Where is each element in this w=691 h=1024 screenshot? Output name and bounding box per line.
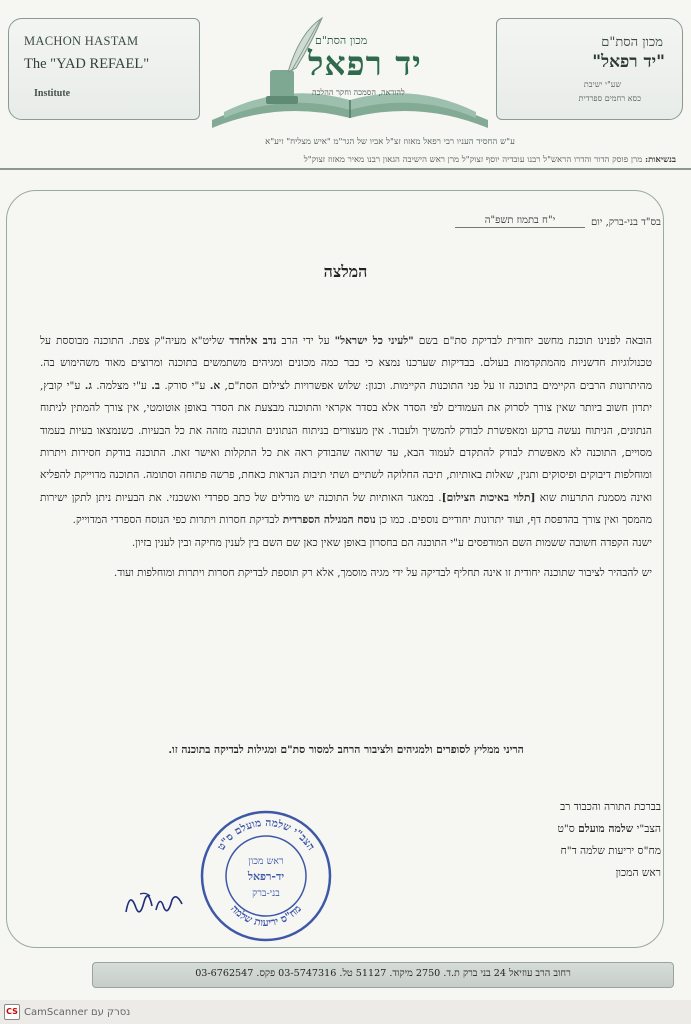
letter-body	[40, 330, 652, 584]
body-text: שליט"א מעיה"ק צפת. התוכנה מבוססת על טכנולוגיות חדשניות מהמתקדמות בעולם. בבדיקות שערכנו נמצא כי כבר כמה מכונים ומגיהים משתמשים בתוכנה ומרוצים מאוד משהימוש בה. מהיתרונות הרבים הקיימים בתוכנה זו על פני התוכנות הקיימות. וכגון: שלוש אפשרויות לצילום הסת"ם,	[40, 335, 652, 392]
body-text: ע"י סורק.	[159, 379, 210, 392]
patronage-line	[96, 154, 676, 165]
closing-recommendation: הריני ממליץ לסופרים ולמגיהים ולציבור הרחב למסור סת"ם ומגילות לבדיקה בתוכנה זו.	[168, 744, 524, 756]
signature-block	[557, 796, 661, 884]
signature-line1: בברכת התורה והכבוד רב	[560, 801, 661, 813]
option-marker: ב.	[151, 379, 160, 392]
body-paragraph-2: ישנה הקפדה חשובה ששמות השם המודפסים ע"י התוכנה הם בחסרון באופן שאין כאן שם השם בין לענין מחיקה ובין לענין בזיון.	[131, 536, 652, 549]
stamp-outer-bottom-text: מח"ס יריעות שלמה	[228, 902, 304, 930]
body-text: . במאגר האותיות של התוכנה יש מודלים של כתב ספרדי ואשכנזי. את הבעיות ניתן לתקן ישירות מהמסך ואין צורך בהדפסת דף, ועוד יתרונות יחודיים נוספים. כמו כן	[40, 491, 652, 527]
camscanner-watermark	[4, 1004, 130, 1020]
letterhead-hebrew-line3: שע"י ישיבת	[583, 80, 621, 89]
book-icon	[212, 93, 488, 128]
patronage-text: מרן פוסק הדור והדרו הראש"ל רבנו עובדיה יוסף זצוק"ל מרן ראש הישיבה הגאון רבנו מאיר מאזוז זצוק"ל	[303, 155, 643, 165]
signature-line4: ראש המכון	[615, 867, 661, 879]
body-paragraph-3: יש להבהיר לציבור שתוכנה יחודית זו אינה תחליף לבדיקה על ידי מגיה מוסמך, אלא רק תוספת לבדיקת חסרות ויתרות ומוחלפות ועוד.	[113, 567, 652, 580]
official-stamp	[198, 808, 334, 944]
bold-feature: נוסח המגילה הספרדית	[282, 514, 376, 527]
letterhead-english-line2: The "YAD REFAEL"	[24, 56, 150, 72]
body-text: ע"י קובץ, יתרון חשוב ביותר שאין צורך לסרוק את העמודים לפי הסדר אלא בסדר אקראי והתוכנה מבצעת את הסדר באופן אוטומטי, אין צורך להמתין לניתוח הנתונים, הניתוח נעשה ברקע ומאפשרת לבודק להמשיך ולעבוד. אין מעצורים בניתוח הנתונים התוכנה מזהה את כל הבעיות. כשנמצאו בעיות בעמוד מסויים, התוכנה לא מאפשרת לבודק להתקדם לעמוד הבא, עד שרואה שהבודק ראה את כל התקלות ואישר זאת. התוכנה בודקת חסירות ויתרות ומוחלפות דיבוקים ופיסוקים ותגין, שאלות באותיות, תיבה החלוקה לשתיים ושתי תיבות הנראות כאחת, פרשה פתוחה וסתומה. התוכנה מדוייקת להפליא ואינה מסמנת התרעות שוא	[40, 379, 652, 504]
stamp-inner-line2: יד-רפאל	[247, 870, 285, 883]
stamp-outer-text: הצב"י שלמה מועלם ס"ט	[215, 816, 317, 853]
signer-name: שלמה מועלם	[578, 823, 634, 835]
software-name: "לעיני כל ישראל"	[334, 335, 414, 347]
handwritten-signature	[120, 882, 190, 922]
footer-contact-text: רחוב הרב עוזיאל 24 בני ברק ת.ד. 2750 מיקוד. 51127 טל. 03-5747316 פקס. 03-6762547	[195, 968, 571, 979]
date-value: י"ח בתמוז תשפ"ה	[455, 215, 585, 228]
body-text: לבדיקת חסרות ויתרות כפי הנוסח הספרדי המדוייק.	[72, 514, 283, 527]
letter-title: המלצה	[323, 262, 368, 281]
body-text: הובאה לפנינו תוכנת מחשב יחודית לבדיקת סת"ם בשם	[413, 335, 652, 347]
date-line	[455, 215, 661, 228]
header-divider	[0, 168, 691, 170]
logo-subtitle: להוראה, הסמכה וחקר ההלכה	[312, 88, 405, 97]
body-paragraph-1	[40, 330, 652, 532]
inkwell-icon	[266, 70, 298, 104]
developer-name: נדב אלחדד	[229, 335, 277, 347]
logo-small-text: מכון הסת"ם	[315, 34, 368, 47]
dedication-line: ע"ש החסיד העניו רבי רפאל מאזוז זצ"ל אביו של הגר"מ "איש מצליח" זיע"א	[265, 137, 515, 147]
bold-note: [תלוי באיכות הצילום]	[441, 491, 536, 504]
signature-text: ס"ט	[557, 823, 579, 835]
option-marker: א.	[209, 379, 221, 392]
signature-text: הצב"י	[633, 823, 661, 835]
logo-title: יד רפאל	[308, 44, 422, 83]
patronage-label: בנשיאות:	[644, 155, 676, 165]
letterhead-english-line1: MACHON HASTAM	[24, 34, 139, 48]
footer-contact-bar	[92, 962, 674, 988]
stamp-inner-line1: ראש מכון	[248, 856, 284, 867]
camscanner-text: נסרק עם CamScanner	[24, 1006, 131, 1018]
letterhead-english-line3: Institute	[34, 88, 71, 99]
option-marker: ג.	[84, 379, 92, 392]
body-text: ע"י מצלמה.	[91, 379, 152, 392]
stamp-inner-line3: בני-ברק	[252, 888, 280, 899]
body-text: על ידי הרב	[276, 335, 335, 347]
letterhead-hebrew-line2: "יד רפאל"	[592, 52, 665, 72]
date-prefix: בס"ד בני-ברק, יום	[590, 217, 661, 228]
camscanner-icon: CS	[4, 1004, 20, 1020]
signature-line2	[557, 818, 661, 840]
signature-line3: מח"ס יריעות שלמה ד"ח	[560, 845, 661, 857]
letterhead-hebrew-line1: מכון הסת"ם	[601, 35, 663, 50]
letterhead-hebrew-line4: כסא רחמים ספרדית	[578, 94, 641, 103]
